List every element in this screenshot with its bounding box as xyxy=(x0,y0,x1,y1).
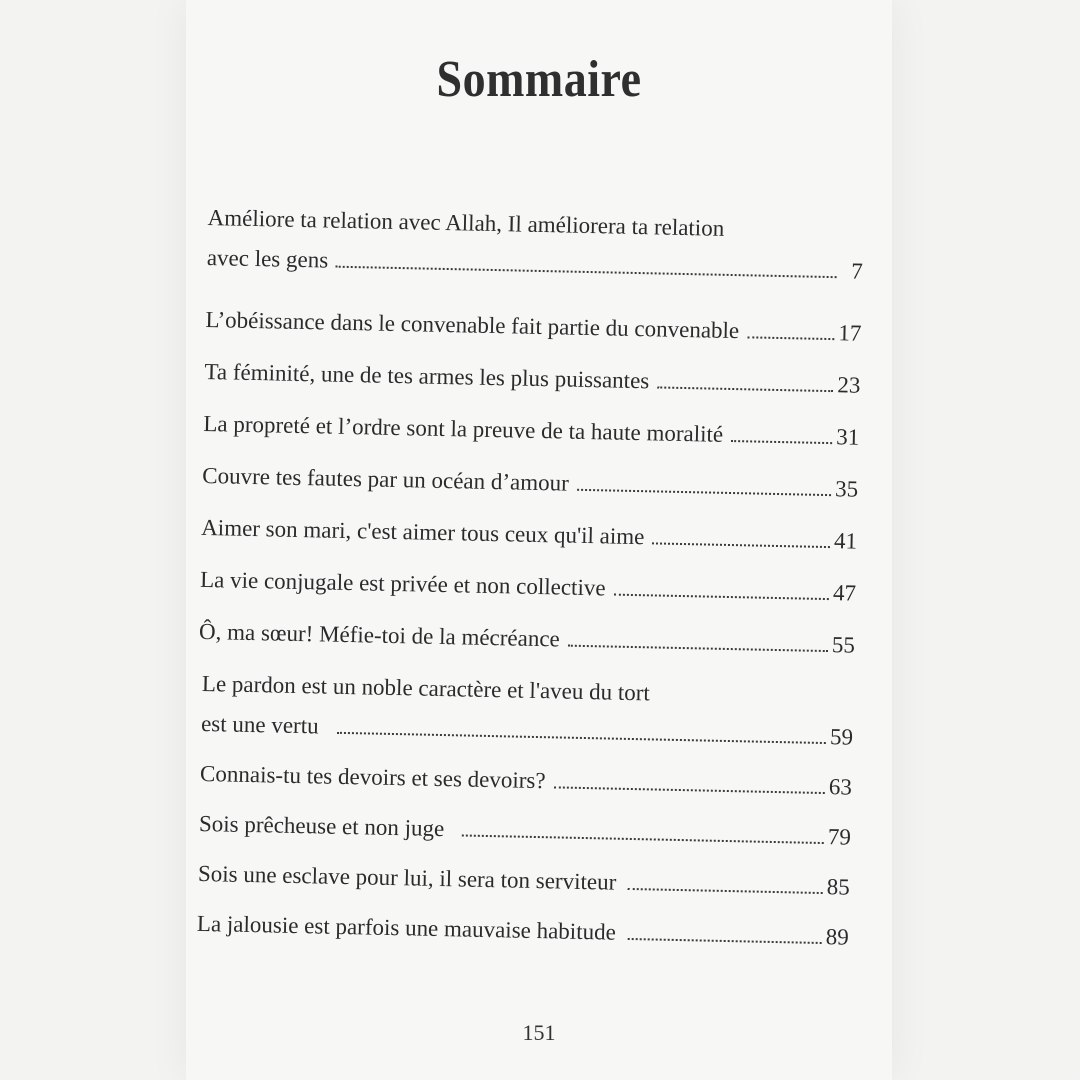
dot-leader xyxy=(336,731,825,744)
toc-entry-title: L’obéissance dans le convenable fait partie du convenable xyxy=(205,306,740,344)
toc-entry-page: 89 xyxy=(825,924,850,950)
toc-entry xyxy=(207,204,864,286)
toc-entry-title-line1: Améliore ta relation avec Allah, Il améliorera ta relation xyxy=(207,204,725,241)
page-title: Sommaire xyxy=(436,49,642,108)
toc-entry-title: Ta féminité, une de tes armes les plus puissantes xyxy=(204,358,650,394)
dot-leader xyxy=(657,385,833,392)
toc-entry-title: Ô, ma sœur! Méfie-toi de la mécréance xyxy=(198,618,561,652)
toc-entry-title: Aimer son mari, c'est aimer tous ceux qu'il aime xyxy=(200,514,645,550)
toc-entry xyxy=(193,910,849,952)
dot-leader xyxy=(628,937,822,944)
toc-entry-page: 47 xyxy=(832,580,857,606)
dot-leader xyxy=(577,488,831,496)
toc-entry-title: La propreté et l’ordre sont la preuve de ta haute moralité xyxy=(203,410,724,447)
dot-leader xyxy=(731,439,832,444)
toc-entry xyxy=(204,358,860,400)
dot-leader xyxy=(628,887,823,894)
toc-entry-page: 41 xyxy=(833,528,858,554)
dot-leader xyxy=(613,593,828,601)
toc-entry xyxy=(205,306,861,348)
toc-entry-title: avec les gens xyxy=(206,244,329,273)
dot-leader xyxy=(747,335,834,340)
toc-entry-page: 7 xyxy=(850,258,863,284)
toc-entry-title: est une vertu xyxy=(200,710,319,739)
toc-entry xyxy=(196,760,852,802)
toc-entry-title: La vie conjugale est privée et non collective xyxy=(199,566,606,601)
book-page xyxy=(186,0,892,1080)
toc-entry xyxy=(200,566,856,608)
toc-entry xyxy=(203,410,859,452)
toc-entry-page: 85 xyxy=(826,874,851,900)
toc-entry-page: 79 xyxy=(827,824,852,850)
toc-entry-title: La jalousie est parfois une mauvaise habitude xyxy=(196,910,617,945)
toc-entry xyxy=(199,618,855,660)
toc-entry-title: Sois une esclave pour lui, il sera ton serviteur xyxy=(197,860,617,895)
toc-entry xyxy=(202,462,858,504)
page-number: 151 xyxy=(522,1020,556,1045)
toc-entry xyxy=(194,860,850,902)
toc-entry-title: Connais-tu tes devoirs et ses devoirs? xyxy=(199,760,546,794)
dot-leader xyxy=(336,265,837,278)
toc-entry-title-line1: Le pardon est un noble caractère et l'aveu du tort xyxy=(201,670,651,706)
toc-entry-title: Sois prêcheuse et non juge xyxy=(198,810,445,842)
dot-leader xyxy=(652,541,830,548)
toc-entry-page: 59 xyxy=(829,724,854,750)
toc-entry-page: 35 xyxy=(834,476,859,502)
toc-entry xyxy=(201,514,857,556)
toc-entry-page: 63 xyxy=(828,774,853,800)
toc-entry-page: 17 xyxy=(838,320,862,346)
toc-entry-title: Couvre tes fautes par un océan d’amour xyxy=(202,462,570,496)
table-of-contents xyxy=(196,204,864,950)
toc-entry xyxy=(197,670,854,752)
toc-entry-page: 23 xyxy=(837,372,861,398)
toc-entry-page: 31 xyxy=(836,424,860,450)
dot-leader xyxy=(462,833,824,844)
toc-entry-page: 55 xyxy=(831,632,856,658)
dot-leader xyxy=(568,644,828,652)
toc-entry xyxy=(195,810,851,852)
dot-leader xyxy=(553,785,824,794)
